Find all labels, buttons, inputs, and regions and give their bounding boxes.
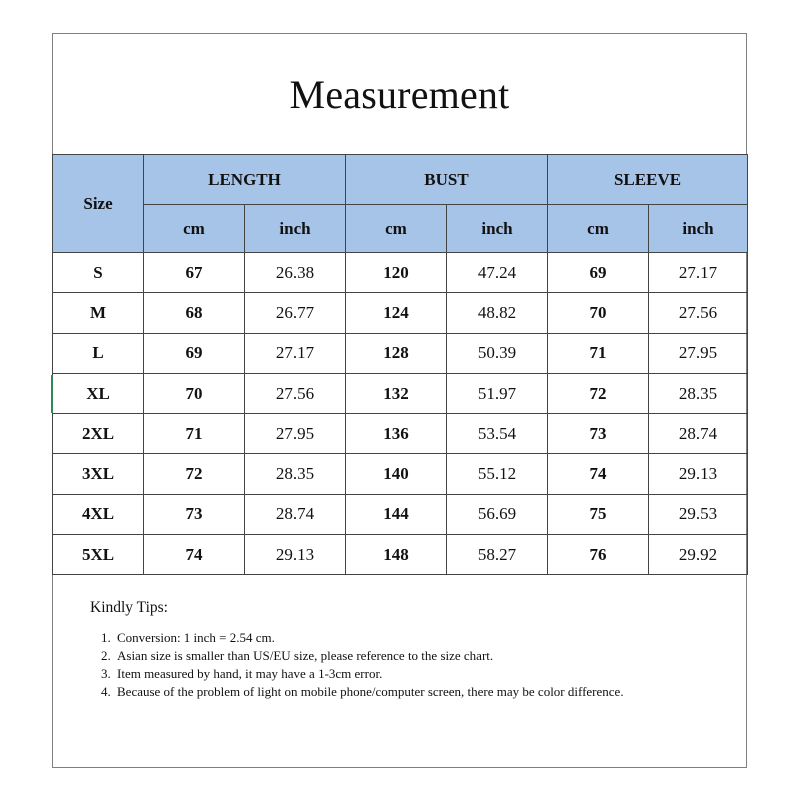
bust-cm-header: cm [346,205,447,253]
tip-item: 3. Item measured by hand, it may have a 1-3cm error. [114,665,710,683]
sleeve-cm-cell: 75 [548,494,649,534]
size-cell: XL [53,373,144,413]
sleeve-cm-header: cm [548,205,649,253]
sleeve-inch-cell: 29.92 [649,535,748,575]
tip-item: 4. Because of the problem of light on mobile phone/computer screen, there may be color difference. [114,683,710,701]
sleeve-cm-cell: 69 [548,253,649,293]
tips-section [90,599,710,701]
size-cell: M [53,293,144,333]
length-inch-cell: 26.77 [245,293,346,333]
length-cm-cell: 67 [144,253,245,293]
tips-title: Kindly Tips: [90,599,168,616]
sleeve-inch-cell: 27.56 [649,293,748,333]
size-chart-sheet [52,33,747,768]
length-inch-cell: 29.13 [245,535,346,575]
table-body [53,253,748,575]
bust-group-header: BUST [346,155,548,205]
sleeve-cm-cell: 71 [548,333,649,373]
length-cm-header: cm [144,205,245,253]
table-row [53,494,748,534]
bust-inch-cell: 48.82 [447,293,548,333]
tips-list [90,629,710,701]
sleeve-group-header: SLEEVE [548,155,748,205]
sleeve-cm-cell: 74 [548,454,649,494]
tip-item: 1. Conversion: 1 inch = 2.54 cm. [114,629,710,647]
length-cm-cell: 69 [144,333,245,373]
sleeve-inch-cell: 27.17 [649,253,748,293]
bust-cm-cell: 136 [346,414,447,454]
bust-inch-cell: 53.54 [447,414,548,454]
tip-item: 2. Asian size is smaller than US/EU size, please reference to the size chart. [114,647,710,665]
bust-inch-cell: 58.27 [447,535,548,575]
bust-inch-cell: 47.24 [447,253,548,293]
bust-inch-cell: 55.12 [447,454,548,494]
cell-selection-marker [51,375,53,413]
length-inch-cell: 27.56 [245,373,346,413]
size-cell: L [53,333,144,373]
length-cm-cell: 70 [144,373,245,413]
bust-cm-cell: 144 [346,494,447,534]
size-cell: 5XL [53,535,144,575]
bust-inch-cell: 51.97 [447,373,548,413]
length-cm-cell: 72 [144,454,245,494]
length-inch-cell: 27.17 [245,333,346,373]
length-inch-header: inch [245,205,346,253]
sleeve-inch-cell: 29.13 [649,454,748,494]
table-header [53,155,748,253]
table-row [53,454,748,494]
bust-cm-cell: 124 [346,293,447,333]
sleeve-inch-cell: 27.95 [649,333,748,373]
sleeve-inch-cell: 29.53 [649,494,748,534]
sleeve-inch-header: inch [649,205,748,253]
table-row [53,414,748,454]
table-row [53,535,748,575]
table-row [53,253,748,293]
length-inch-cell: 27.95 [245,414,346,454]
size-cell: 2XL [53,414,144,454]
bust-cm-cell: 148 [346,535,447,575]
length-inch-cell: 28.74 [245,494,346,534]
length-cm-cell: 74 [144,535,245,575]
sleeve-cm-cell: 70 [548,293,649,333]
length-group-header: LENGTH [144,155,346,205]
sleeve-cm-cell: 76 [548,535,649,575]
length-cm-cell: 73 [144,494,245,534]
size-table [52,154,748,575]
bust-inch-cell: 50.39 [447,333,548,373]
bust-inch-cell: 56.69 [447,494,548,534]
bust-cm-cell: 132 [346,373,447,413]
length-inch-cell: 28.35 [245,454,346,494]
sleeve-inch-cell: 28.35 [649,373,748,413]
sleeve-inch-cell: 28.74 [649,414,748,454]
table-row [53,373,748,413]
length-cm-cell: 71 [144,414,245,454]
size-column-header: Size [53,155,144,253]
size-cell: 3XL [53,454,144,494]
bust-cm-cell: 120 [346,253,447,293]
sleeve-cm-cell: 72 [548,373,649,413]
length-inch-cell: 26.38 [245,253,346,293]
table-row [53,293,748,333]
size-cell: S [53,253,144,293]
table-row [53,333,748,373]
bust-cm-cell: 140 [346,454,447,494]
size-cell: 4XL [53,494,144,534]
bust-cm-cell: 128 [346,333,447,373]
sleeve-cm-cell: 73 [548,414,649,454]
page-title: Measurement [289,72,510,117]
bust-inch-header: inch [447,205,548,253]
length-cm-cell: 68 [144,293,245,333]
